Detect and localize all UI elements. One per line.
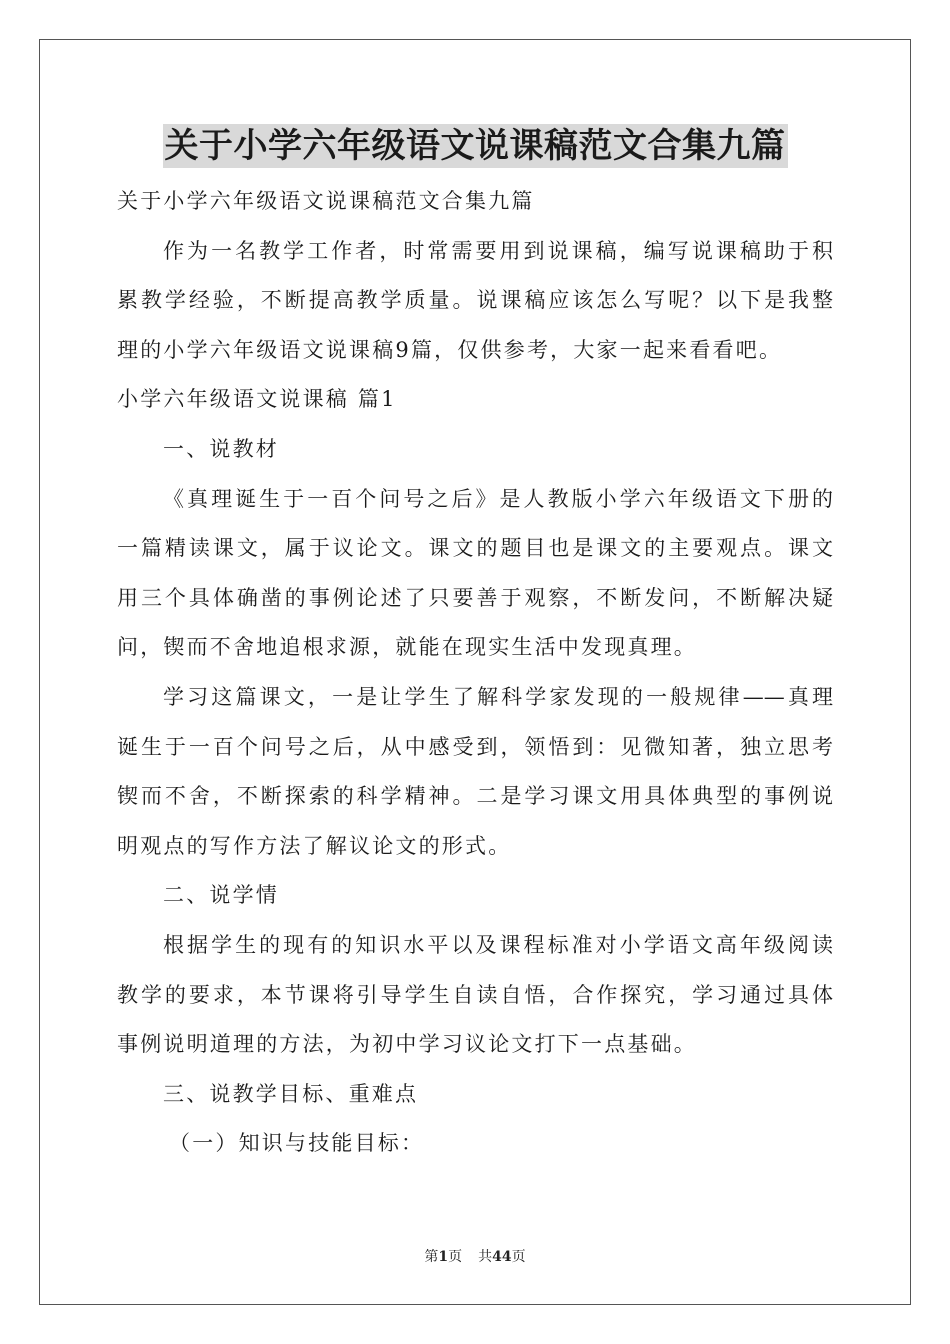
total-suffix: 页 bbox=[511, 1249, 526, 1265]
paragraph-line: 诞生于一百个问号之后，从中感受到，领悟到：见微知著，独立思考 bbox=[117, 734, 833, 759]
page-prefix: 第 bbox=[424, 1249, 439, 1265]
paragraph-line: 作为一名教学工作者，时常需要用到说课稿，编写说课稿助于积 bbox=[163, 238, 833, 263]
paragraph-line: 问，锲而不舍地追根求源，就能在现实生活中发现真理。 bbox=[117, 635, 697, 660]
paragraph-line: 理的小学六年级语文说课稿9篇，仅供参考，大家一起来看看吧。 bbox=[117, 337, 783, 362]
paragraph-line: 《真理诞生于一百个问号之后》是人教版小学六年级语文下册的 bbox=[163, 486, 833, 511]
page-footer bbox=[0, 1246, 950, 1266]
subtitle-line: 关于小学六年级语文说课稿范文合集九篇 bbox=[117, 189, 535, 213]
paragraph-line: 明观点的写作方法了解议论文的形式。 bbox=[117, 833, 512, 858]
paragraph-line: 用三个具体确凿的事例论述了只要善于观察，不断发问，不断解决疑 bbox=[117, 585, 833, 610]
section-heading: 三、说教学目标、重难点 bbox=[163, 1081, 419, 1106]
page-suffix: 页 bbox=[448, 1249, 463, 1265]
total-prefix: 共 bbox=[478, 1249, 493, 1265]
title-container bbox=[0, 124, 950, 168]
paragraph-line: 一篇精读课文，属于议论文。课文的题目也是课文的主要观点。课文 bbox=[117, 536, 833, 561]
section-heading: 一、说教材 bbox=[163, 436, 279, 461]
document-title: 关于小学六年级语文说课稿范文合集九篇 bbox=[164, 126, 786, 166]
total-pages: 44 bbox=[492, 1249, 512, 1265]
document-body bbox=[117, 177, 833, 1169]
paragraph-line: 学习这篇课文，一是让学生了解科学家发现的一般规律——真理 bbox=[163, 684, 833, 709]
section-heading: 二、说学情 bbox=[163, 883, 279, 908]
paragraph-line: 累教学经验，不断提高教学质量。说课稿应该怎么写呢？以下是我整 bbox=[117, 288, 833, 313]
paragraph-line: 教学的要求，本节课将引导学生自读自悟，合作探究，学习通过具体 bbox=[117, 982, 833, 1007]
paragraph-line: 事例说明道理的方法，为初中学习议论文打下一点基础。 bbox=[117, 1032, 697, 1057]
paragraph-line: 根据学生的现有的知识水平以及课程标准对小学语文高年级阅读 bbox=[163, 932, 833, 957]
page-number: 1 bbox=[438, 1249, 449, 1265]
subsection-heading: （一）知识与技能目标： bbox=[169, 1131, 425, 1156]
section-heading: 小学六年级语文说课稿 篇1 bbox=[117, 387, 397, 412]
paragraph-line: 锲而不舍，不断探索的科学精神。二是学习课文用具体典型的事例说 bbox=[117, 784, 833, 809]
